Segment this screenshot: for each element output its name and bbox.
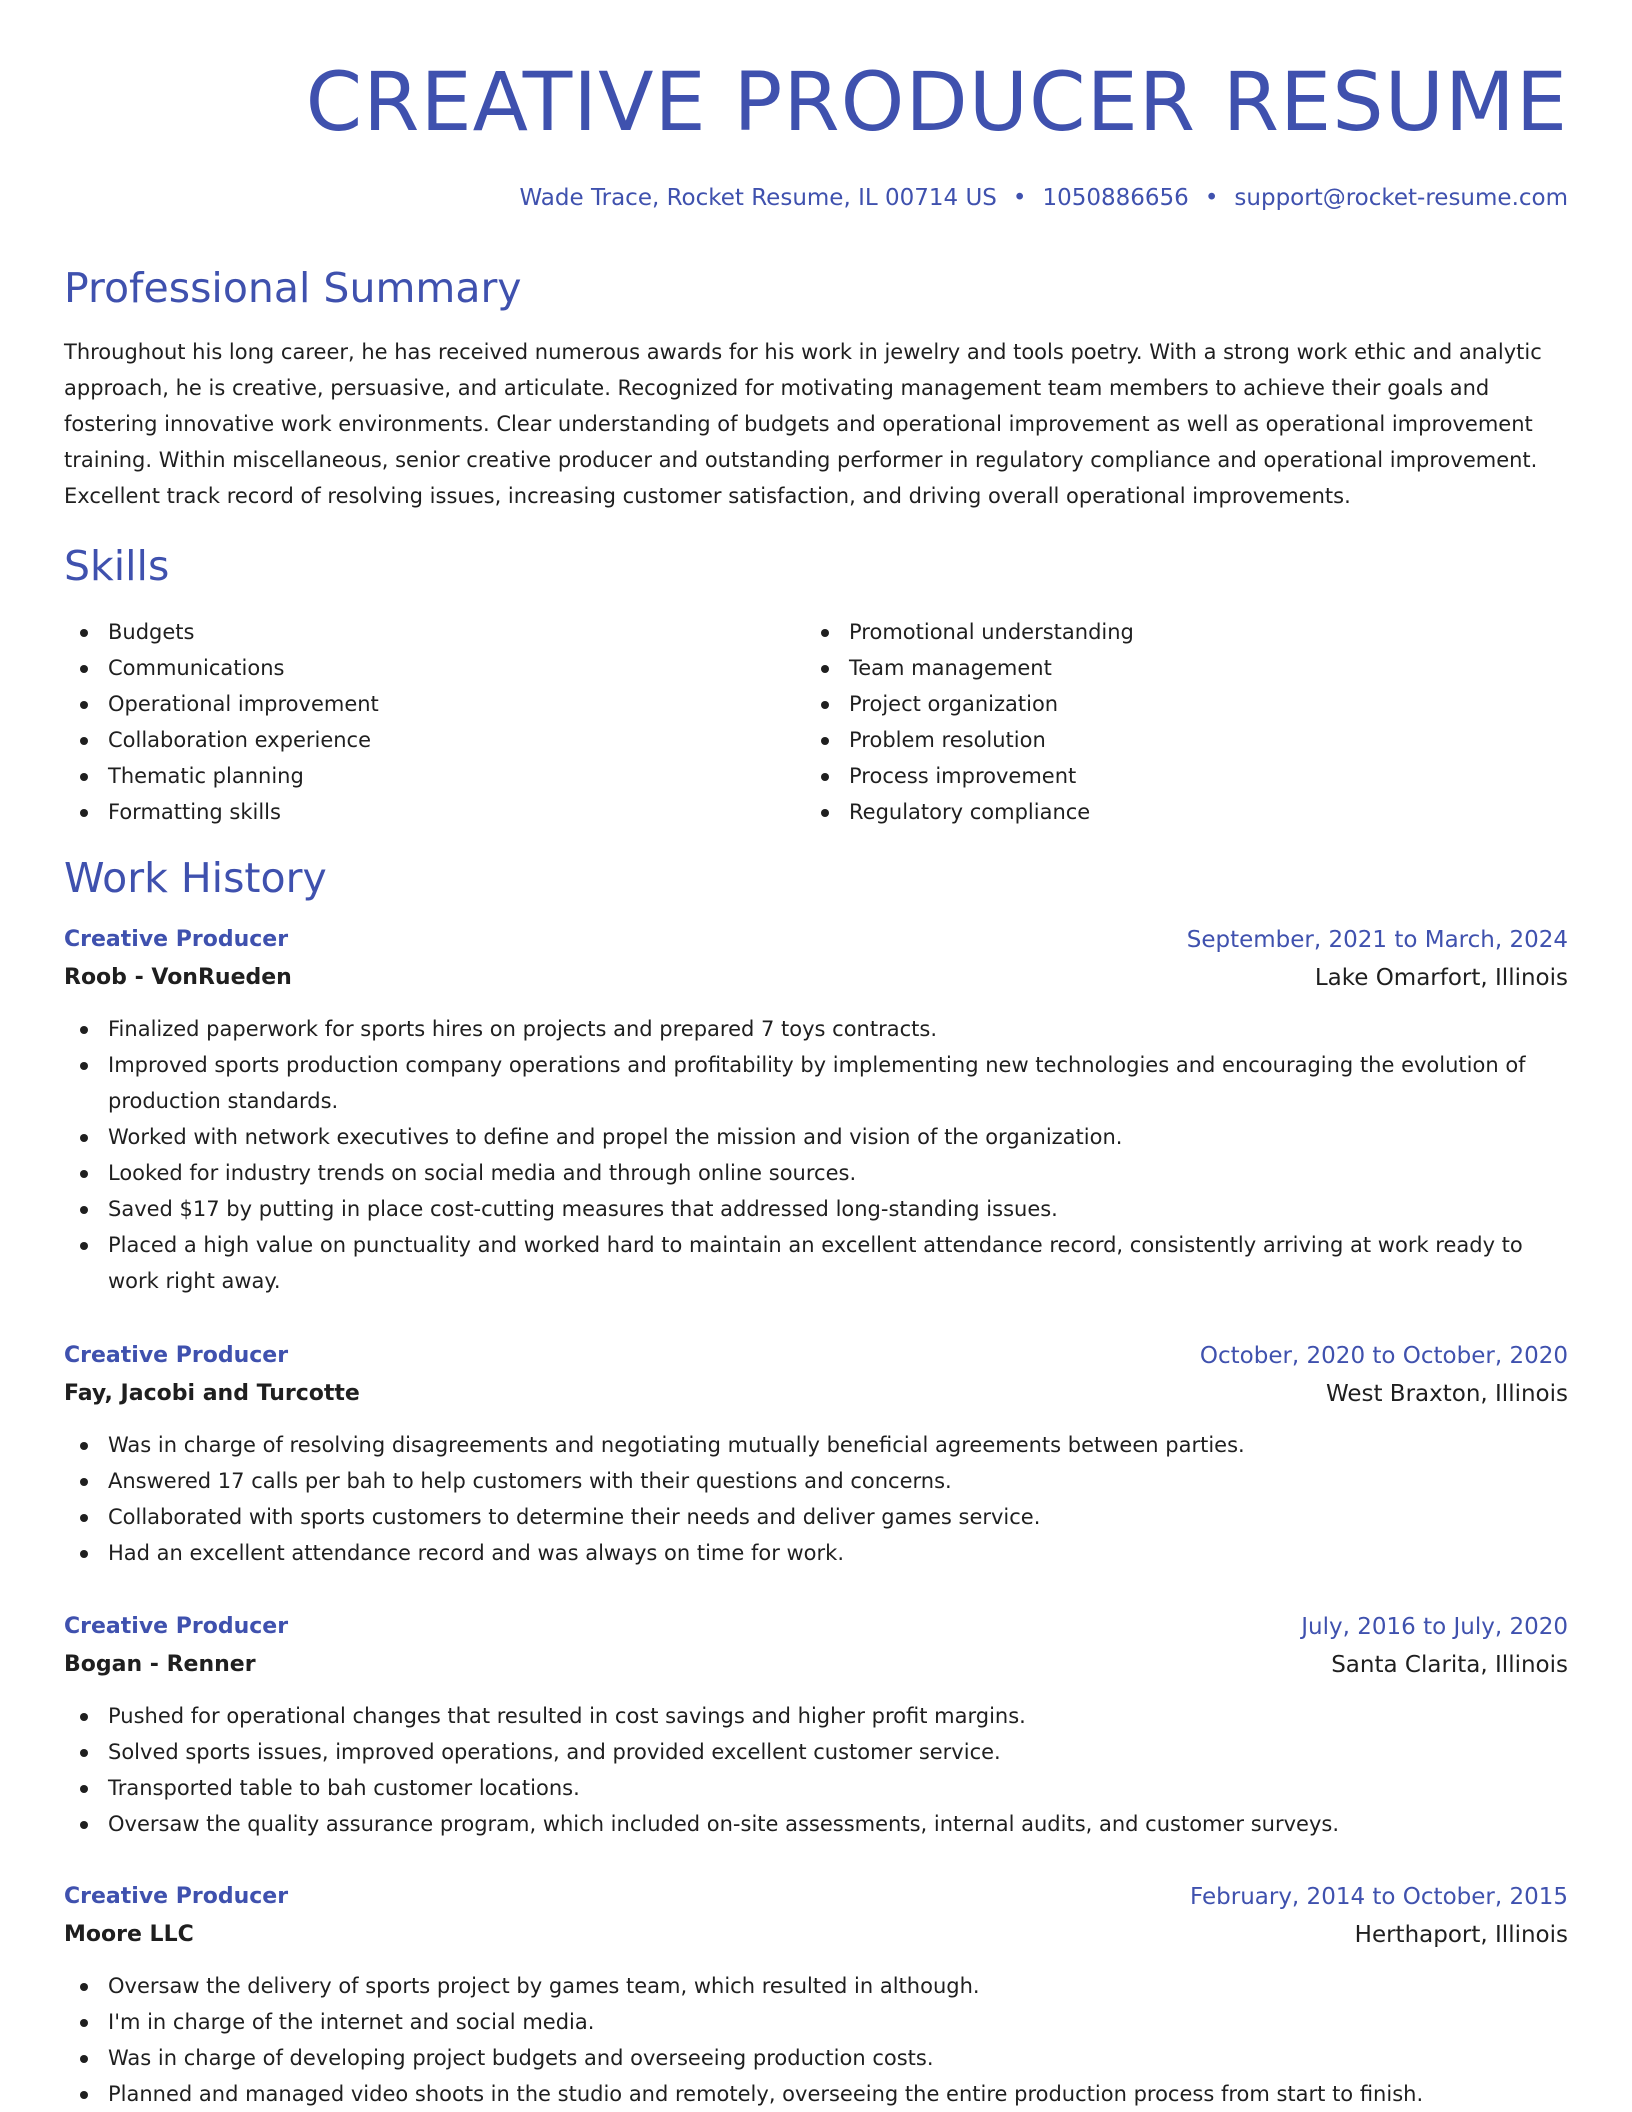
job-dates: September, 2021 to March, 2024 [1186, 927, 1568, 953]
contact-email: support@rocket-resume.com [1234, 185, 1568, 211]
summary-heading: Professional Summary [64, 264, 522, 312]
job-bullets [64, 1698, 1568, 1842]
contact-separator: • [1012, 185, 1027, 211]
job-bullet: Planned and managed video shoots in the studio and remotely, overseeing the entire production process from start to finish. [64, 2076, 1568, 2112]
skill-item: Regulatory compliance [805, 794, 1505, 830]
job-dates: February, 2014 to October, 2015 [1190, 1884, 1568, 1910]
job-bullet: Improved sports production company operations and profitability by implementing new technologies and encouraging the evolution of production standards. [64, 1047, 1568, 1119]
skills-list-left [64, 614, 764, 830]
skill-item: Formatting skills [64, 794, 764, 830]
skill-item: Thematic planning [64, 758, 764, 794]
job-bullets [64, 1011, 1568, 1299]
job-location: Santa Clarita, Illinois [1331, 1652, 1568, 1678]
job-bullet: Finalized paperwork for sports hires on projects and prepared 7 toys contracts. [64, 1011, 1568, 1047]
job-bullet: Transported table to bah customer locations. [64, 1770, 1568, 1806]
job-bullet: Worked with network executives to define and propel the mission and vision of the organization. [64, 1119, 1568, 1155]
job-location: Herthaport, Illinois [1354, 1922, 1568, 1948]
skill-item: Project organization [805, 686, 1505, 722]
job-entry [64, 1608, 1568, 1842]
resume-page [64, 0, 1568, 2112]
job-bullet: Saved $17 by putting in place cost-cutting measures that addressed long-standing issues. [64, 1191, 1568, 1227]
job-bullet: Had an excellent attendance record and was always on time for work. [64, 1535, 1568, 1571]
job-bullet: Oversaw the quality assurance program, which included on-site assessments, internal audits, and customer surveys. [64, 1806, 1568, 1842]
job-bullet: Solved sports issues, improved operations, and provided excellent customer service. [64, 1734, 1568, 1770]
skills-heading: Skills [64, 542, 170, 590]
job-dates: October, 2020 to October, 2020 [1199, 1343, 1568, 1369]
contact-address: Wade Trace, Rocket Resume, IL 00714 US [519, 185, 997, 211]
job-company: Fay, Jacobi and Turcotte [64, 1381, 360, 1406]
skill-item: Problem resolution [805, 722, 1505, 758]
job-title: Creative Producer [64, 1884, 289, 1909]
job-bullet: Looked for industry trends on social media and through online sources. [64, 1155, 1568, 1191]
job-company: Roob - VonRueden [64, 965, 292, 990]
job-entry [64, 921, 1568, 1299]
contact-line [520, 182, 1568, 214]
job-location: West Braxton, Illinois [1325, 1381, 1568, 1407]
job-bullet: Answered 17 calls per bah to help customers with their questions and concerns. [64, 1463, 1568, 1499]
job-title: Creative Producer [64, 1343, 289, 1368]
skill-item: Collaboration experience [64, 722, 764, 758]
summary-text: Throughout his long career, he has received numerous awards for his work in jewelry and tools poetry. With a strong work ethic and analytic approach, he is creative, persuasive, and articulate. Recognized for motivating management team members to achieve their goals and fostering innovative work environments. Clear understanding of budgets and operational improvement as well as operational improvement training. Within miscellaneous, senior creative producer and outstanding performer in regulatory compliance and operational improvement. Excellent track record of resolving issues, increasing customer satisfaction, and driving overall operational improvements. [64, 340, 1542, 508]
skill-item: Process improvement [805, 758, 1505, 794]
job-bullets [64, 1427, 1568, 1571]
job-entry [64, 1337, 1568, 1571]
skill-item: Team management [805, 650, 1505, 686]
skill-item: Communications [64, 650, 764, 686]
job-entry [64, 1878, 1568, 2112]
job-bullet: Was in charge of resolving disagreements and negotiating mutually beneficial agreements between parties. [64, 1427, 1568, 1463]
contact-phone: 1050886656 [1042, 185, 1189, 211]
skills-list-right [805, 614, 1505, 830]
skill-item: Budgets [64, 614, 764, 650]
contact-separator: • [1204, 185, 1219, 211]
job-dates: July, 2016 to July, 2020 [1301, 1614, 1568, 1640]
resume-title: CREATIVE PRODUCER RESUME [305, 56, 1568, 150]
job-bullet: Was in charge of developing project budgets and overseeing production costs. [64, 2040, 1568, 2076]
job-location: Lake Omarfort, Illinois [1314, 965, 1568, 991]
job-bullet: I'm in charge of the internet and social media. [64, 2004, 1568, 2040]
job-title: Creative Producer [64, 927, 289, 952]
job-bullet: Collaborated with sports customers to determine their needs and deliver games service. [64, 1499, 1568, 1535]
job-bullets [64, 1968, 1568, 2112]
job-company: Bogan - Renner [64, 1652, 256, 1677]
job-company: Moore LLC [64, 1922, 194, 1947]
skill-item: Operational improvement [64, 686, 764, 722]
job-bullet: Oversaw the delivery of sports project by games team, which resulted in although. [64, 1968, 1568, 2004]
work-history-heading: Work History [64, 854, 327, 902]
job-bullet: Pushed for operational changes that resulted in cost savings and higher profit margins. [64, 1698, 1568, 1734]
skill-item: Promotional understanding [805, 614, 1505, 650]
job-title: Creative Producer [64, 1614, 289, 1639]
job-bullet: Placed a high value on punctuality and worked hard to maintain an excellent attendance record, consistently arriving at work ready to work right away. [64, 1227, 1568, 1299]
